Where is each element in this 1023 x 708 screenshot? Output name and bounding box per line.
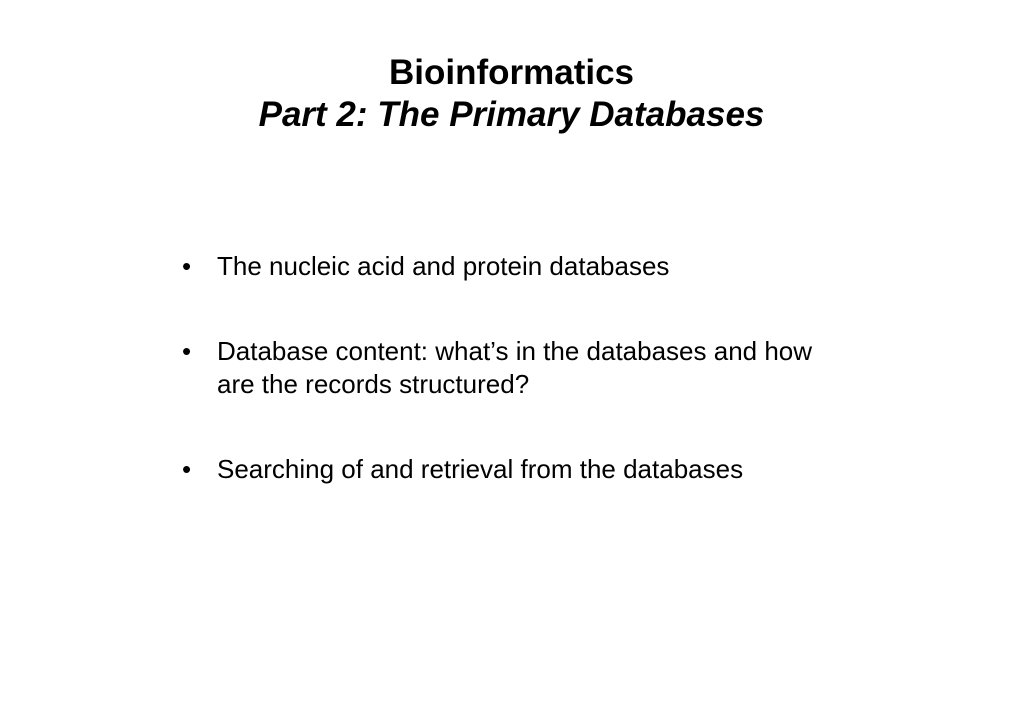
slide-title: Bioinformatics [388,53,635,92]
bullet-text: Searching of and retrieval from the databases [217,454,744,484]
slide-subtitle: Part 2: The Primary Databases [258,95,765,134]
bullet-item-databases [180,250,840,283]
bullet-icon: • [182,251,192,281]
bullet-list [180,250,840,486]
bullet-text: Database content: what’s in the databases and how are the records structured? [217,336,813,399]
bullet-icon: • [182,454,192,484]
bullet-icon: • [182,336,192,366]
title-block [0,52,1023,136]
bullet-item-content [180,335,840,401]
bullet-item-searching [180,453,840,486]
bullet-text: The nucleic acid and protein databases [217,251,670,281]
